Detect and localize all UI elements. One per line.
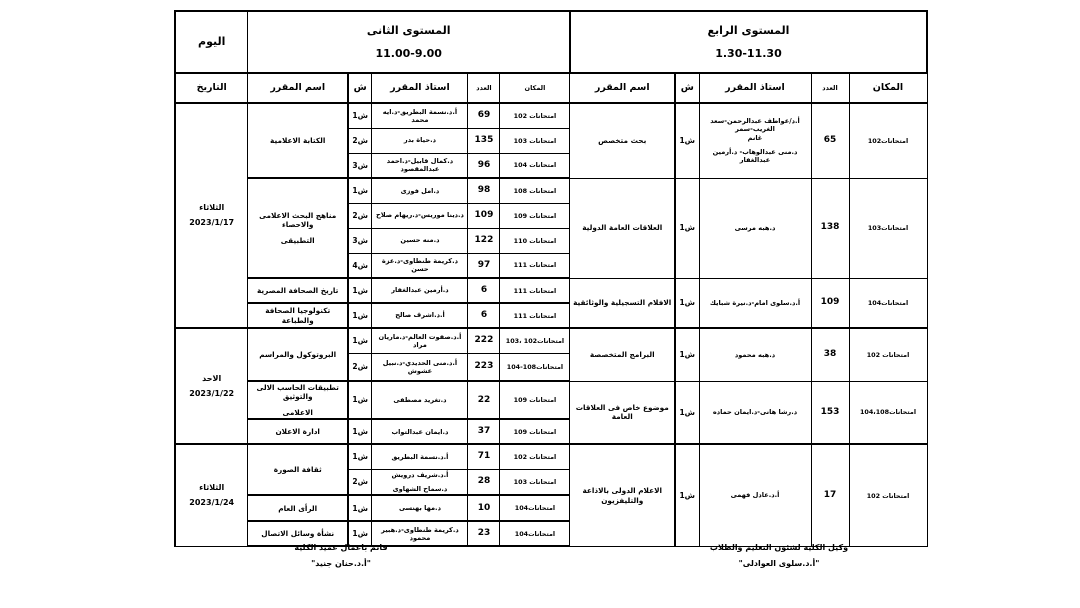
right-section-cell: ش3 bbox=[348, 153, 372, 178]
right-section-cell: ش1 bbox=[348, 444, 372, 469]
day-date: 2023/1/17 bbox=[189, 218, 235, 227]
signature-vice-dean bbox=[654, 540, 904, 572]
right-place-cell: امتحانات 109 bbox=[500, 203, 570, 228]
left-professor-cell: أ.د.سلوى امام-د.نيرة شبايك bbox=[699, 278, 811, 328]
left-count-cell: 65 bbox=[811, 103, 849, 178]
right-place-cell: امتحانات 111 bbox=[500, 253, 570, 278]
day-date-cell bbox=[175, 103, 248, 328]
left-professor-cell: د.رشا هانى-د.ايمان حماده bbox=[699, 381, 811, 444]
right-course-cell: البروتوكول والمراسم bbox=[248, 328, 348, 381]
left-professor-cell: د.هبه مرسى bbox=[699, 178, 811, 278]
signature-dean bbox=[216, 540, 466, 572]
right-count-cell: 22 bbox=[468, 381, 500, 419]
right-section-cell: ش1 bbox=[348, 103, 372, 128]
right-place-cell: امتحانات 110 bbox=[500, 228, 570, 253]
right-count-cell: 6 bbox=[468, 278, 500, 303]
signature-dean-title: قائم باعمال عميد الكلية bbox=[294, 543, 388, 552]
right-professor-cell: أ.د.نسمة البطريق-د.ايه محمد bbox=[372, 103, 468, 128]
right-count-cell: 96 bbox=[468, 153, 500, 178]
left-place-cell: امتحانات104،108 bbox=[849, 381, 927, 444]
right-professor-cell: د.دينا موريس-د.ريهام صلاح bbox=[372, 203, 468, 228]
right-count-cell: 10 bbox=[468, 495, 500, 521]
left-place-cell: امتحانات103 bbox=[849, 178, 927, 278]
table-row bbox=[175, 178, 927, 203]
day-name: الثلاثاء bbox=[199, 483, 225, 493]
left-place-cell: امتحانات102 bbox=[849, 103, 927, 178]
right-professor-cell: أ.د.اشرف صالح bbox=[372, 303, 468, 328]
left-section-cell: ش1 bbox=[675, 444, 699, 546]
right-count-cell: 122 bbox=[468, 228, 500, 253]
right-place-cell: امتحانات102 ،103 bbox=[500, 328, 570, 353]
left-course-cell: البرامج المتخصصة bbox=[570, 328, 675, 381]
banner-level-two bbox=[248, 11, 570, 73]
left-section-cell: ش1 bbox=[675, 178, 699, 278]
right-count-cell: 98 bbox=[468, 178, 500, 203]
left-professor-cell: د.هبه محمود bbox=[699, 328, 811, 381]
right-professor-cell: أ.د.شريف درويش د.سماح الشهاوى bbox=[372, 469, 468, 495]
right-course-cell: مناهج البحث الاعلامى والاحصاء التطبيقى bbox=[248, 178, 348, 278]
right-professor-cell: د.كريمة طنطاوى-د.عزة حسن bbox=[372, 253, 468, 278]
banner-level-two-time: 11.00-9.00 bbox=[375, 46, 442, 60]
banner-row bbox=[175, 11, 927, 73]
right-count-cell: 135 bbox=[468, 128, 500, 153]
left-section-cell: ش1 bbox=[675, 103, 699, 178]
right-professor-cell: أ.د.منى الحديدي-د.نبيل عشوش bbox=[372, 353, 468, 381]
left-course-cell: بحث متخصص bbox=[570, 103, 675, 178]
right-place-cell: امتحانات 109 bbox=[500, 419, 570, 444]
right-course-cell: تطبيقات الحاسب الالى والتوثيق الاعلامى bbox=[248, 381, 348, 419]
colhead-left-place: المكان bbox=[849, 73, 927, 103]
colhead-right-section: ش bbox=[348, 73, 372, 103]
right-place-cell: امتحانات 102 bbox=[500, 103, 570, 128]
table-row bbox=[175, 278, 927, 303]
right-count-cell: 69 bbox=[468, 103, 500, 128]
left-place-cell: امتحانات 102 bbox=[849, 328, 927, 381]
left-count-cell: 38 bbox=[811, 328, 849, 381]
right-count-cell: 109 bbox=[468, 203, 500, 228]
right-course-cell: الكتابة الاعلامية bbox=[248, 103, 348, 178]
right-course-cell: نشأة وسائل الاتصال bbox=[248, 521, 348, 546]
right-course-cell: ثقافة الصورة bbox=[248, 444, 348, 495]
right-count-cell: 23 bbox=[468, 521, 500, 546]
colhead-left-professor: استاذ المقرر bbox=[699, 73, 811, 103]
colhead-right-course: اسم المقرر bbox=[248, 73, 348, 103]
right-place-cell: امتحانات 102 bbox=[500, 444, 570, 469]
right-professor-cell: د.حياة بدر bbox=[372, 128, 468, 153]
banner-day: اليوم bbox=[175, 11, 248, 73]
right-professor-cell: د.مها بهنسى bbox=[372, 495, 468, 521]
right-section-cell: ش1 bbox=[348, 278, 372, 303]
right-count-cell: 222 bbox=[468, 328, 500, 353]
colhead-date: التاريخ bbox=[175, 73, 248, 103]
right-count-cell: 37 bbox=[468, 419, 500, 444]
left-professor-cell: أ.د/عواطف عبدالرحمن-سعد الغريب-سمر غانم د.منى عبدالوهاب- د.أرمين عبدالغفار bbox=[699, 103, 811, 178]
left-section-cell: ش1 bbox=[675, 381, 699, 444]
right-section-cell: ش1 bbox=[348, 495, 372, 521]
right-place-cell: امتحانات108-104 bbox=[500, 353, 570, 381]
right-professor-cell: د.كريمة طنطاوى-د.هبير محمود bbox=[372, 521, 468, 546]
left-professor-cell: أ.د.عادل فهمى bbox=[699, 444, 811, 546]
table-row bbox=[175, 103, 927, 128]
right-section-cell: ش1 bbox=[348, 328, 372, 353]
signature-dean-name: "أ.د.حنان جنيد" bbox=[311, 559, 371, 568]
column-header-row bbox=[175, 73, 927, 103]
right-course-cell: تكنولوجيا الصحافة والطباعة bbox=[248, 303, 348, 328]
left-course-cell: الاعلام الدولى بالاذاعة والتليفزيون bbox=[570, 444, 675, 546]
left-count-cell: 153 bbox=[811, 381, 849, 444]
signature-vice-dean-title: وكيل الكلية لشئون التعليم والطلاب bbox=[709, 543, 849, 552]
exam-schedule-table bbox=[174, 10, 928, 547]
right-place-cell: امتحانات 103 bbox=[500, 469, 570, 495]
banner-level-two-label: المستوى الثانى bbox=[366, 23, 451, 37]
colhead-right-professor: استاذ المقرر bbox=[372, 73, 468, 103]
right-section-cell: ش1 bbox=[348, 419, 372, 444]
right-section-cell: ش2 bbox=[348, 203, 372, 228]
right-section-cell: ش1 bbox=[348, 178, 372, 203]
right-section-cell: ش3 bbox=[348, 228, 372, 253]
right-course-cell: تاريخ الصحافة المصرية bbox=[248, 278, 348, 303]
right-place-cell: امتحانات 109 bbox=[500, 381, 570, 419]
left-count-cell: 138 bbox=[811, 178, 849, 278]
left-section-cell: ش1 bbox=[675, 278, 699, 328]
right-count-cell: 223 bbox=[468, 353, 500, 381]
right-count-cell: 6 bbox=[468, 303, 500, 328]
right-section-cell: ش2 bbox=[348, 128, 372, 153]
left-place-cell: امتحانات104 bbox=[849, 278, 927, 328]
right-section-cell: ش1 bbox=[348, 521, 372, 546]
signature-block bbox=[176, 540, 928, 572]
right-place-cell: امتحانات 104 bbox=[500, 153, 570, 178]
right-section-cell: ش1 bbox=[348, 381, 372, 419]
right-professor-cell: د.تغريد مصطفى bbox=[372, 381, 468, 419]
colhead-left-count: العدد bbox=[811, 73, 849, 103]
right-place-cell: امتحانات104 bbox=[500, 495, 570, 521]
colhead-left-section: ش bbox=[675, 73, 699, 103]
left-place-cell: امتحانات 102 bbox=[849, 444, 927, 546]
colhead-left-course: اسم المقرر bbox=[570, 73, 675, 103]
right-place-cell: امتحانات 111 bbox=[500, 303, 570, 328]
signature-vice-dean-name: "أ.د.سلوى العوادلى" bbox=[738, 559, 820, 568]
banner-level-four-time: 1.30-11.30 bbox=[715, 46, 782, 60]
right-place-cell: امتحانات 111 bbox=[500, 278, 570, 303]
left-count-cell: 17 bbox=[811, 444, 849, 546]
right-section-cell: ش1 bbox=[348, 303, 372, 328]
day-date: 2023/1/24 bbox=[189, 498, 235, 508]
right-section-cell: ش4 bbox=[348, 253, 372, 278]
table-row bbox=[175, 381, 927, 419]
left-count-cell: 109 bbox=[811, 278, 849, 328]
colhead-right-count: العدد bbox=[468, 73, 500, 103]
right-professor-cell: د.منه حسين bbox=[372, 228, 468, 253]
colhead-right-place: المكان bbox=[500, 73, 570, 103]
right-professor-cell: أ.د.صفوت العالم-د.ماريان مراد bbox=[372, 328, 468, 353]
right-place-cell: امتحانات104 bbox=[500, 521, 570, 546]
day-name: الاحد bbox=[202, 373, 222, 383]
table-row bbox=[175, 444, 927, 469]
schedule-document bbox=[176, 10, 928, 547]
right-course-cell: الرأى العام bbox=[248, 495, 348, 521]
banner-level-four bbox=[570, 11, 927, 73]
right-professor-cell: د.أرمين عبدالغفار bbox=[372, 278, 468, 303]
left-course-cell: العلاقات العامة الدولية bbox=[570, 178, 675, 278]
table-row bbox=[175, 328, 927, 353]
day-name: الثلاثاء bbox=[199, 203, 225, 212]
right-count-cell: 71 bbox=[468, 444, 500, 469]
banner-level-four-label: المستوى الرابع bbox=[707, 23, 790, 37]
right-professor-cell: د.كمال قابيل-د.احمد عبدالمقصود bbox=[372, 153, 468, 178]
left-section-cell: ش1 bbox=[675, 328, 699, 381]
right-section-cell: ش2 bbox=[348, 469, 372, 495]
right-count-cell: 97 bbox=[468, 253, 500, 278]
right-professor-cell: د.امل فوزى bbox=[372, 178, 468, 203]
day-date-cell bbox=[175, 444, 248, 546]
left-course-cell: الافلام التسجيلية والوثائقية bbox=[570, 278, 675, 328]
left-course-cell: موضوع خاص فى العلاقات العامة bbox=[570, 381, 675, 444]
right-place-cell: امتحانات 108 bbox=[500, 178, 570, 203]
right-professor-cell: أ.د.نسمة البطريق bbox=[372, 444, 468, 469]
right-section-cell: ش2 bbox=[348, 353, 372, 381]
right-place-cell: امتحانات 103 bbox=[500, 128, 570, 153]
right-course-cell: ادارة الاعلان bbox=[248, 419, 348, 444]
day-date-cell bbox=[175, 328, 248, 444]
right-professor-cell: د.ايمان عبدالتواب bbox=[372, 419, 468, 444]
right-count-cell: 28 bbox=[468, 469, 500, 495]
day-date: 2023/1/22 bbox=[189, 388, 235, 398]
